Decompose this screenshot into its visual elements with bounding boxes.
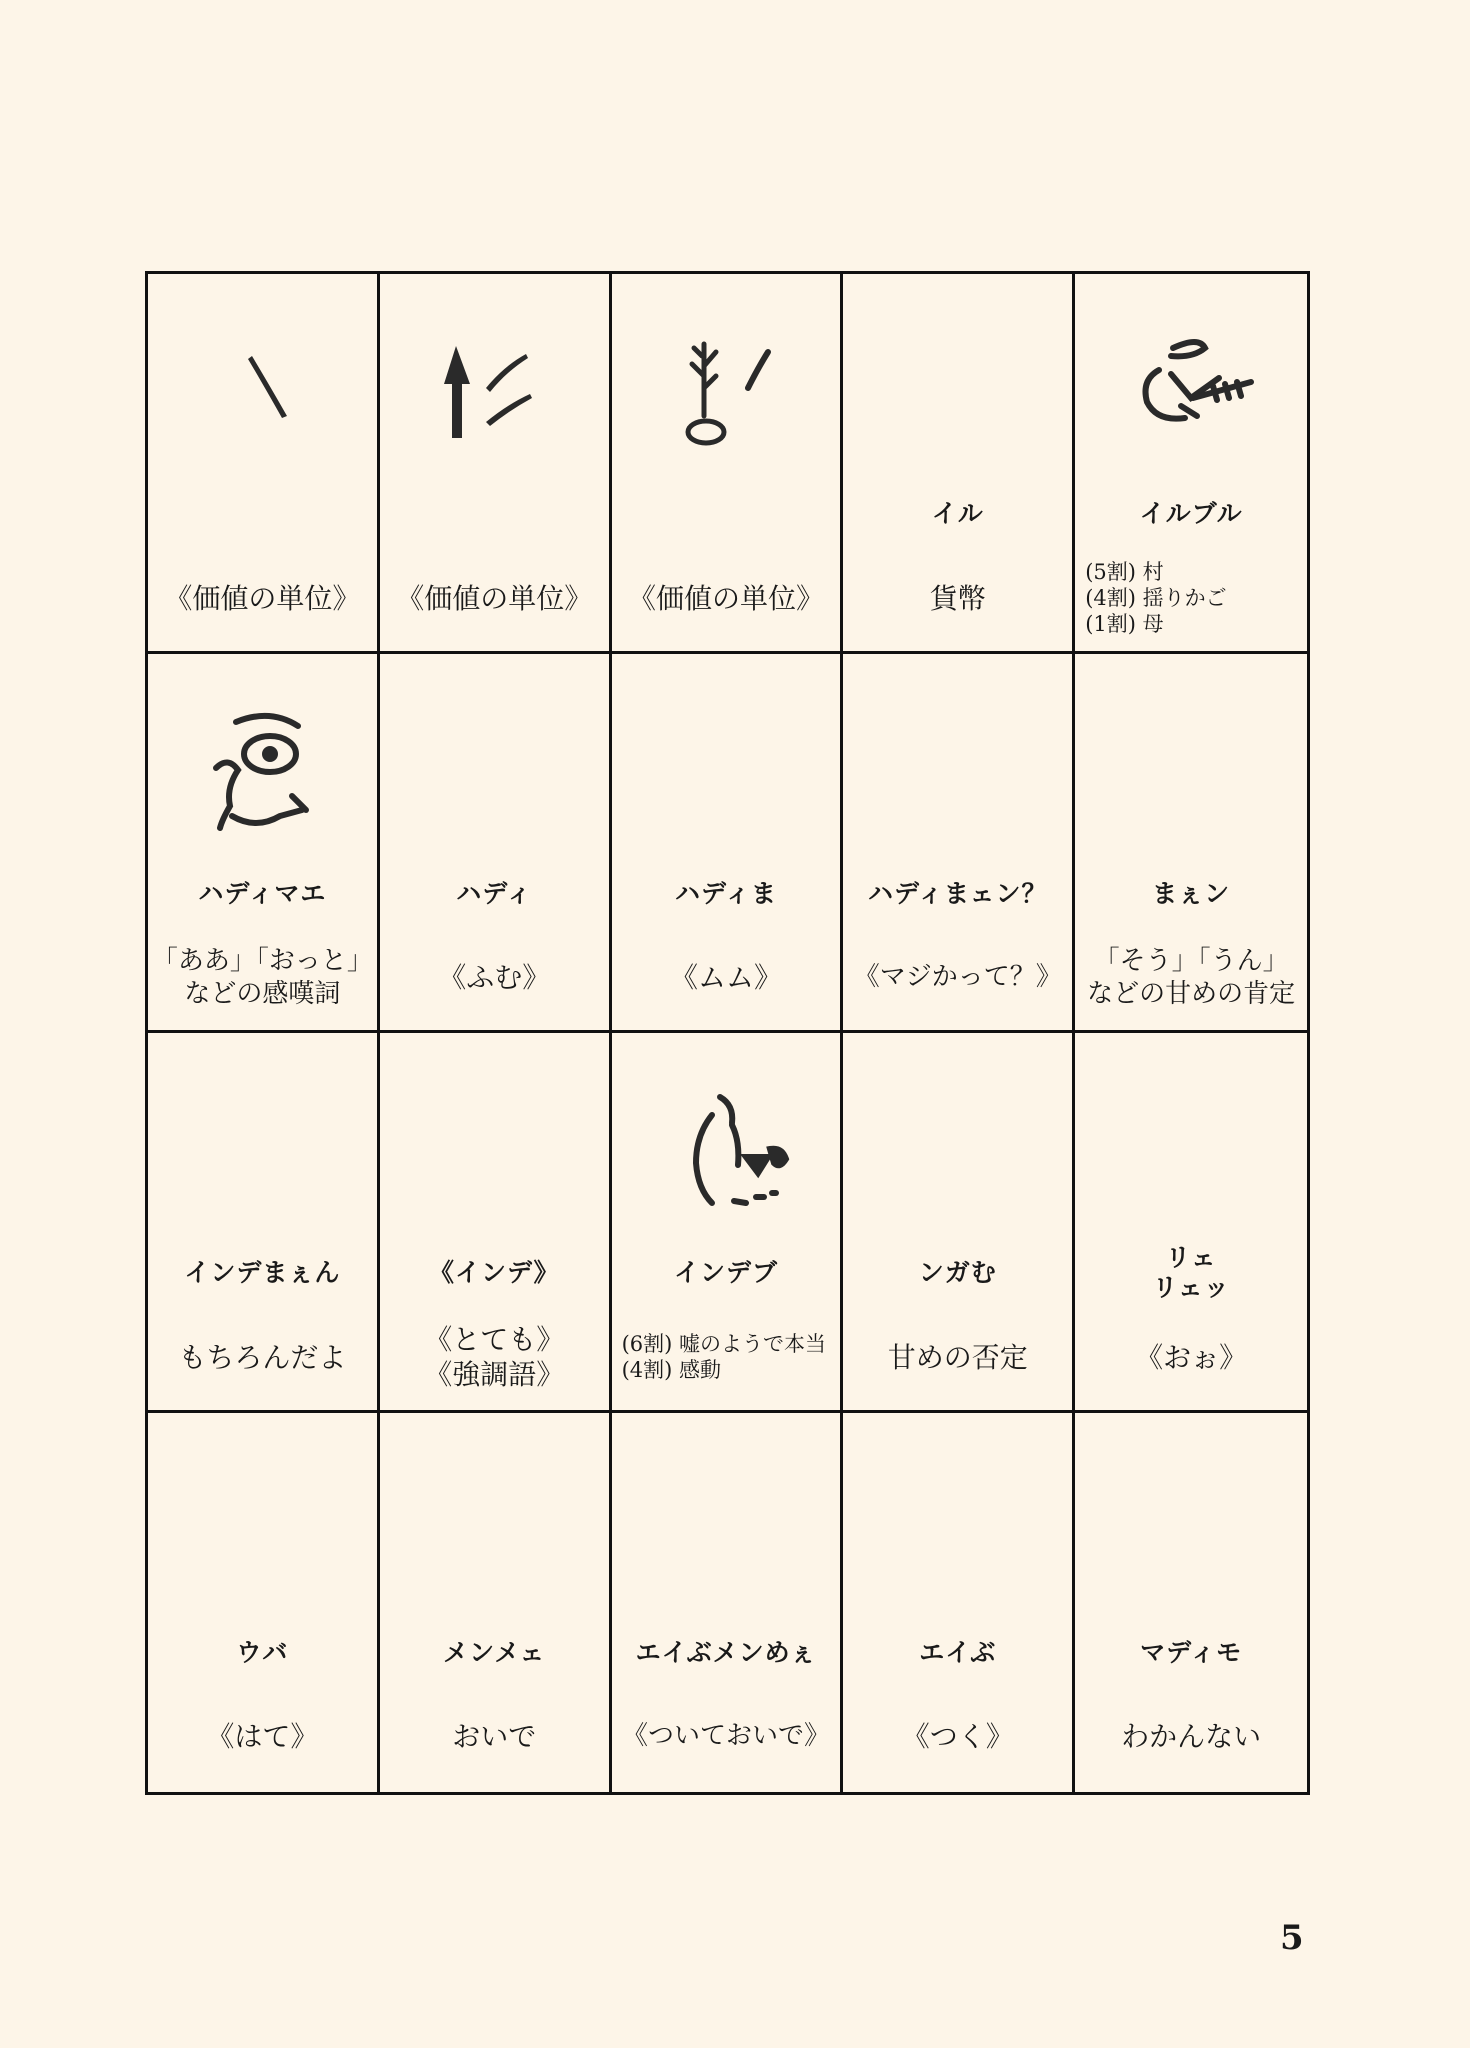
cell-reading: インデブ bbox=[673, 1258, 778, 1287]
slash-glyph-icon bbox=[148, 326, 377, 464]
glossary-cell bbox=[843, 1033, 1075, 1413]
cell-meaning: 《価値の単位》 bbox=[627, 581, 824, 615]
glossary-cell bbox=[148, 274, 380, 654]
glossary-cell bbox=[380, 1413, 612, 1793]
cell-meaning: 甘めの否定 bbox=[887, 1340, 1028, 1374]
cell-reading: ウバ bbox=[236, 1637, 289, 1667]
glossary-cell bbox=[380, 274, 612, 654]
glossary-cell bbox=[843, 654, 1075, 1034]
glossary-cell bbox=[1075, 274, 1307, 654]
glossary-cell bbox=[612, 1413, 844, 1793]
cell-meaning: 《ふむ》 bbox=[438, 961, 551, 994]
glossary-cell bbox=[148, 1413, 380, 1793]
page-number: 5 bbox=[1280, 1918, 1304, 1958]
cradle-glyph-icon bbox=[1075, 326, 1307, 464]
glossary-cell bbox=[148, 654, 380, 1034]
cell-meaning: わかんない bbox=[1121, 1720, 1262, 1753]
cell-reading: エイぶ bbox=[919, 1637, 997, 1667]
cell-meaning: 《とても》 《強調語》 bbox=[424, 1323, 565, 1391]
cell-meaning: 《マジかって？》 bbox=[853, 962, 1062, 993]
cell-meaning: 《ついておいで》 bbox=[621, 1721, 830, 1752]
cell-reading: ハディマエ bbox=[198, 878, 327, 908]
cell-meaning: 《つく》 bbox=[901, 1720, 1014, 1753]
glossary-cell bbox=[612, 274, 844, 654]
cell-reading: まぇン bbox=[1152, 878, 1231, 908]
cell-reading: ンガむ bbox=[918, 1258, 997, 1287]
cell-meaning: 《はて》 bbox=[206, 1720, 319, 1753]
cell-meaning: 「そう」「うん」 などの甘めの肯定 bbox=[1087, 946, 1296, 1009]
cell-reading: イルブル bbox=[1139, 499, 1243, 528]
cell-meaning: 《価値の単位》 bbox=[164, 581, 361, 615]
face-glyph-icon bbox=[612, 1085, 841, 1223]
cell-meaning: 貨幣 bbox=[929, 581, 986, 615]
cell-reading: マディモ bbox=[1140, 1637, 1243, 1667]
glossary-cell bbox=[1075, 654, 1307, 1034]
cell-reading: イル bbox=[931, 499, 984, 528]
cell-reading: ハディま bbox=[674, 878, 777, 908]
cell-meaning: (6割) 嘘のようで本当 (4割) 感動 bbox=[621, 1331, 827, 1382]
cell-meaning: もちろんだよ bbox=[178, 1340, 347, 1374]
glossary-cell bbox=[612, 1033, 844, 1413]
eye-glyph-icon bbox=[148, 706, 377, 844]
glossary-cell bbox=[380, 654, 612, 1034]
glossary-cell bbox=[612, 654, 844, 1034]
cell-reading: エイぶメンめぇ bbox=[635, 1637, 817, 1667]
cell-reading: インデまぇん bbox=[184, 1258, 341, 1287]
glossary-cell bbox=[148, 1033, 380, 1413]
cell-reading: ハディ bbox=[456, 878, 533, 908]
glossary-cell bbox=[843, 274, 1075, 654]
sprout-glyph-icon bbox=[612, 326, 841, 464]
cell-reading: 《インデ》 bbox=[428, 1258, 560, 1287]
cell-reading: リェ リェッ bbox=[1152, 1243, 1230, 1302]
cell-meaning: 《価値の単位》 bbox=[396, 581, 593, 615]
cell-reading: ハディまェン？ bbox=[868, 878, 1048, 908]
glossary-cell bbox=[843, 1413, 1075, 1793]
glossary-cell bbox=[1075, 1033, 1307, 1413]
cell-meaning: おいで bbox=[452, 1720, 537, 1753]
cell-meaning: 《ムム》 bbox=[669, 961, 782, 994]
arrow-marks-glyph-icon bbox=[380, 326, 609, 464]
glossary-cell bbox=[380, 1033, 612, 1413]
glossary-cell bbox=[1075, 1413, 1307, 1793]
cell-meaning: (5割) 村 (4割) 揺りかご (1割) 母 bbox=[1085, 559, 1227, 637]
glossary-table bbox=[145, 271, 1310, 1795]
cell-meaning: 《おぉ》 bbox=[1135, 1340, 1248, 1374]
cell-reading: メンメェ bbox=[443, 1637, 546, 1667]
cell-meaning: 「ああ」「おっと」 などの感嘆詞 bbox=[151, 946, 373, 1009]
